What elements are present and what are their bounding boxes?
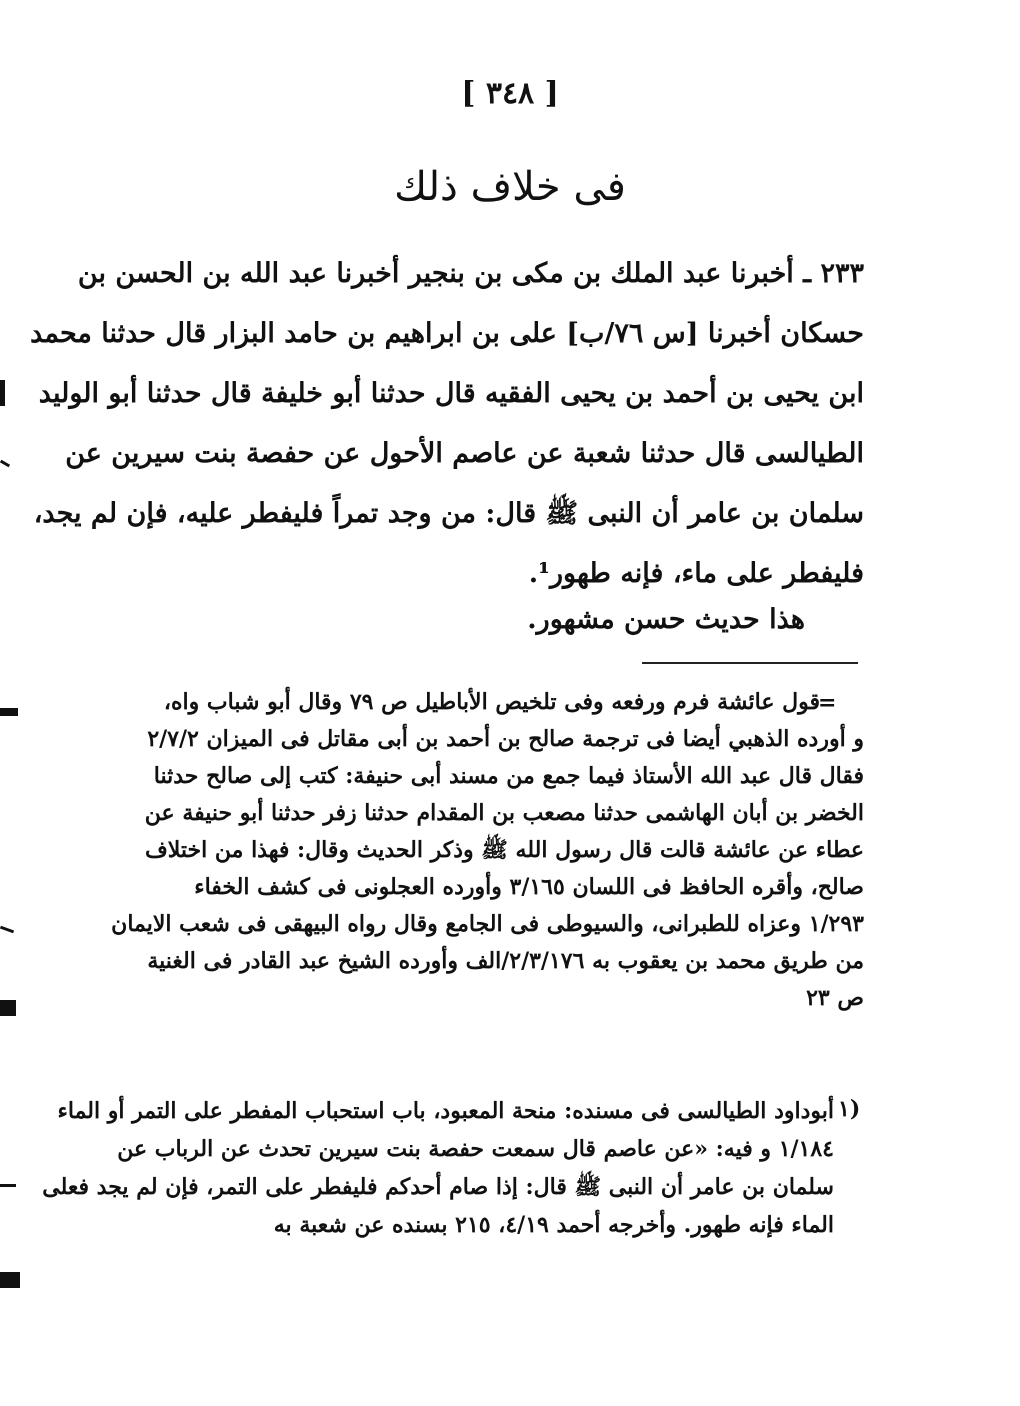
- footnote-line: صالح، وأقره الحافظ فى اللسان ٣/١٦٥ وأورده العجلونى فى كشف الخفاء: [194, 874, 864, 900]
- footnote-1-marker: ١): [838, 1096, 861, 1122]
- scan-margin-mark: [0, 708, 18, 716]
- footnote-line: قول عائشة فرم ورفعه وفى تلخيص الأباطيل ص ٧٩ وقال أبو شباب واه،: [163, 689, 820, 715]
- footnote-line: ١/٢٩٣ وعزاه للطبرانى، والسيوطى فى الجامع وقال رواه البيهقى فى شعب الايمان: [111, 911, 864, 937]
- hadith-line: ابن يحيى بن أحمد بن يحيى الفقيه قال حدثنا أبو خليفة قال حدثنا أبو الوليد: [38, 378, 864, 409]
- hadith-text: [30, 244, 864, 604]
- footnote-continued: [111, 684, 864, 1017]
- footnote-line: الخضر بن أبان الهاشمى حدثنا مصعب بن المقدام حدثنا زفر حدثنا أبو حنيفة عن: [144, 800, 864, 826]
- scan-margin-mark: [0, 1184, 16, 1187]
- hadith-line: سلمان بن عامر أن النبى ﷺ قال: من وجد تمراً فليفطر عليه، فإن لم يجد،: [33, 498, 864, 529]
- footnote-line: من طريق محمد بن يعقوب به ٢/٣/١٧٦/الف وأورده الشيخ عبد القادر فى الغنية: [147, 948, 864, 974]
- hadith-line: ٢٣٣ ـ أخبرنا عبد الملك بن مكى بن بنجير أخبرنا عبد الله بن الحسن بن: [77, 258, 864, 289]
- scan-margin-mark: [0, 460, 10, 468]
- footnote-line: سلمان بن عامر أن النبى ﷺ قال: إذا صام أحدكم فليفطر على التمر، فإن لم يجد فعلى: [42, 1174, 834, 1200]
- scan-margin-mark: [0, 926, 14, 934]
- chapter-title: فى خلاف ذلك: [394, 164, 626, 210]
- hadith-line: الطيالسى قال حدثنا شعبة عن عاصم الأحول عن حفصة بنت سيرين عن: [65, 438, 864, 469]
- hadith-line: فليفطر على ماء، فإنه طهور¹.: [528, 558, 864, 589]
- footnote-1: [42, 1092, 834, 1244]
- hadith-verdict: هذا حديث حسن مشهور.: [527, 604, 805, 635]
- footnote-line: ص ٢٣: [806, 985, 864, 1011]
- footnote-line: عطاء عن عائشة قالت قال رسول الله ﷺ وذكر الحديث وقال: فهذا من اختلاف: [144, 837, 864, 863]
- scan-margin-mark: [0, 380, 5, 406]
- footnote-line: الماء فإنه طهور. وأخرجه أحمد ٤/١٩، ٢١٥ بسنده عن شعبة به: [273, 1212, 834, 1238]
- page-number: [ ٣٤٨ ]: [461, 76, 559, 111]
- hadith-line: حسكان أخبرنا [س ٧٦/ب] على بن ابراهيم بن حامد البزار قال حدثنا محمد: [30, 318, 864, 349]
- scan-margin-mark: [0, 1272, 20, 1288]
- scan-margin-mark: [0, 1000, 16, 1016]
- footnote-continuation-marker: =: [818, 690, 837, 716]
- footnote-line: فقال قال عبد الله الأستاذ فيما جمع من مسند أبى حنيفة: كتب إلى صالح حدثنا: [153, 763, 864, 789]
- footnote-divider: [642, 662, 858, 664]
- footnote-line: و أورده الذهبي أيضا فى ترجمة صالح بن أحمد بن أبى مقاتل فى الميزان ٢/٧/٢: [147, 726, 864, 752]
- footnote-line: أبوداود الطيالسى فى مسنده: منحة المعبود، باب استحباب المفطر على التمر أو الماء: [57, 1098, 834, 1124]
- footnote-line: ١/١٨٤ و فيه: «عن عاصم قال سمعت حفصة بنت سيرين تحدث عن الرباب عن: [117, 1136, 834, 1162]
